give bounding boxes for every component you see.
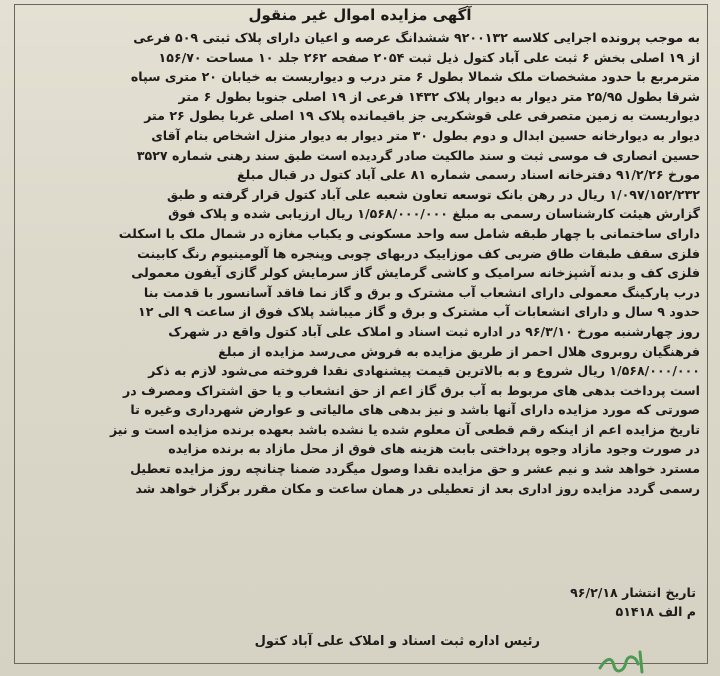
body-line: در صورت وجود مازاد وجوه پرداختی بابت هزینه های فوق از محل مازاد به برنده مزایده [168,441,700,457]
publish-date: تاریخ انتشار ۹۶/۲/۱۸ [570,585,696,600]
body-line: دارای ساختمانی با چهار طبقه شامل سه واحد مسکونی و یکباب مغازه در شمال ملک با اسکلت [118,225,700,241]
body-line: فلزی سقف طبقات طاق ضربی کف موزاییک دربهای چوبی وپنجره ها آلومینیوم رنگ کابینت [137,245,700,261]
body-line: به موجب پرونده اجرایی کلاسه ۹۲۰۰۱۳۲ ششدانگ عرصه و اعیان دارای پلاک ثبتی ۵۰۹ فرعی [133,30,700,45]
body-line: از ۱۹ اصلی بخش ۶ ثبت علی آباد کتول ذیل ثبت ۲۰۵۴ صفحه ۲۶۲ جلد ۱۰ مساحت ۱۵۶/۷۰ [158,49,700,65]
body-line: ۱/۰۹۷/۱۵۲/۲۳۲ ریال در رهن بانک توسعه تعاون شعبه علی آباد کتول قرار گرفته و طبق [167,186,700,202]
body-line: مترمربع با حدود مشخصات ملک شمالا بطول ۶ متر درب و دیواریست به خیابان ۲۰ متری سپاه [130,69,700,85]
ad-title: آگهی مزایده اموال غیر منقول [248,6,472,24]
body-line: صورتی که مورد مزایده دارای آنها باشد و نیز بدهی های مالیاتی و عوارض شهرداری وغیره تا [130,402,700,418]
body-line: فلزی کف و بدنه آشپزخانه سرامیک و کاشی گرمایش گاز سرمایش کولر گازی آیفون معمولی [131,265,700,281]
reference-code: م الف ۵۱۴۱۸ [615,604,696,619]
signature-line: رئیس اداره ثبت اسناد و املاک علی آباد کتول [254,634,540,649]
body-line: است پرداخت بدهی های مربوط به آب برق گاز اعم از حق انشعاب و یا حق اشتراک ومصرف در [123,382,700,398]
body-line: فرهنگیان روبروی هلال احمر از طریق مزایده به فروش می‌رسد مزایده از مبلغ [218,343,700,359]
body-line: مسترد خواهد شد و نیم عشر و حق مزایده نقدا وصول میگردد ضمنا چنانچه روز مزایده تعطیل [130,461,700,477]
body-line: حدود ۹ سال و دارای انشعابات آب مشترک و برق و گاز میباشد پلاک فوق از ساعت ۹ الی ۱۲ [138,304,700,320]
body-line: رسمی گردد مزایده روز اداری بعد از تعطیلی در همان ساعت و مکان مقرر برگزار خواهد شد [135,480,700,496]
body-line: شرقا بطول ۲۵/۹۵ متر دیوار به دیوار پلاک ۱۴۳۲ فرعی از ۱۹ اصلی جنوبا بطول ۶ متر [178,88,700,104]
body-line: ۱/۵۶۸/۰۰۰/۰۰۰ ریال شروع و به بالاترین قیمت پیشنهادی نقدا فروخته می‌شود لازم به ذکر [148,363,700,379]
ad-body [24,28,700,498]
body-line: دیوار به دیوارخانه حسین ابدال و دوم بطول ۳۰ متر دیوار به دیوار منزل اشخاص بنام آقای [151,127,700,143]
body-line: مورخ ۹۱/۲/۲۶ دفترخانه اسناد رسمی شماره ۸۱ علی آباد کتول در قبال مبلغ [236,167,700,183]
green-scribble-mark [596,644,656,676]
body-line: حسین انصاری ف موسی ثبت و سند مالکیت صادر گردیده است طبق سند رهنی شماره ۳۵۲۷ [136,147,700,163]
body-line: تاریخ مزایده اعم از اینکه رقم قطعی آن معلوم شده یا نشده باشد بعهده برنده مزایده است و نیز [109,421,700,437]
body-line: گزارش هیئت کارشناسان رسمی به مبلغ ۱/۵۶۸/۰۰۰/۰۰۰ ریال ارزیابی شده و پلاک فوق [168,206,700,222]
body-line: درب پارکینگ معمولی دارای انشعاب آب مشترک و برق و گاز نما فاقد آسانسور با قدمت بنا [143,284,700,300]
body-line: روز چهارشنبه مورخ ۹۶/۳/۱۰ در اداره ثبت اسناد و املاک علی آباد کتول واقع در شهرک [168,323,700,339]
body-line: دیواریست به زمین متصرفی علی قوشکریی جز باقیمانده پلاک ۱۹ اصلی غربا بطول ۲۶ متر [144,108,700,124]
